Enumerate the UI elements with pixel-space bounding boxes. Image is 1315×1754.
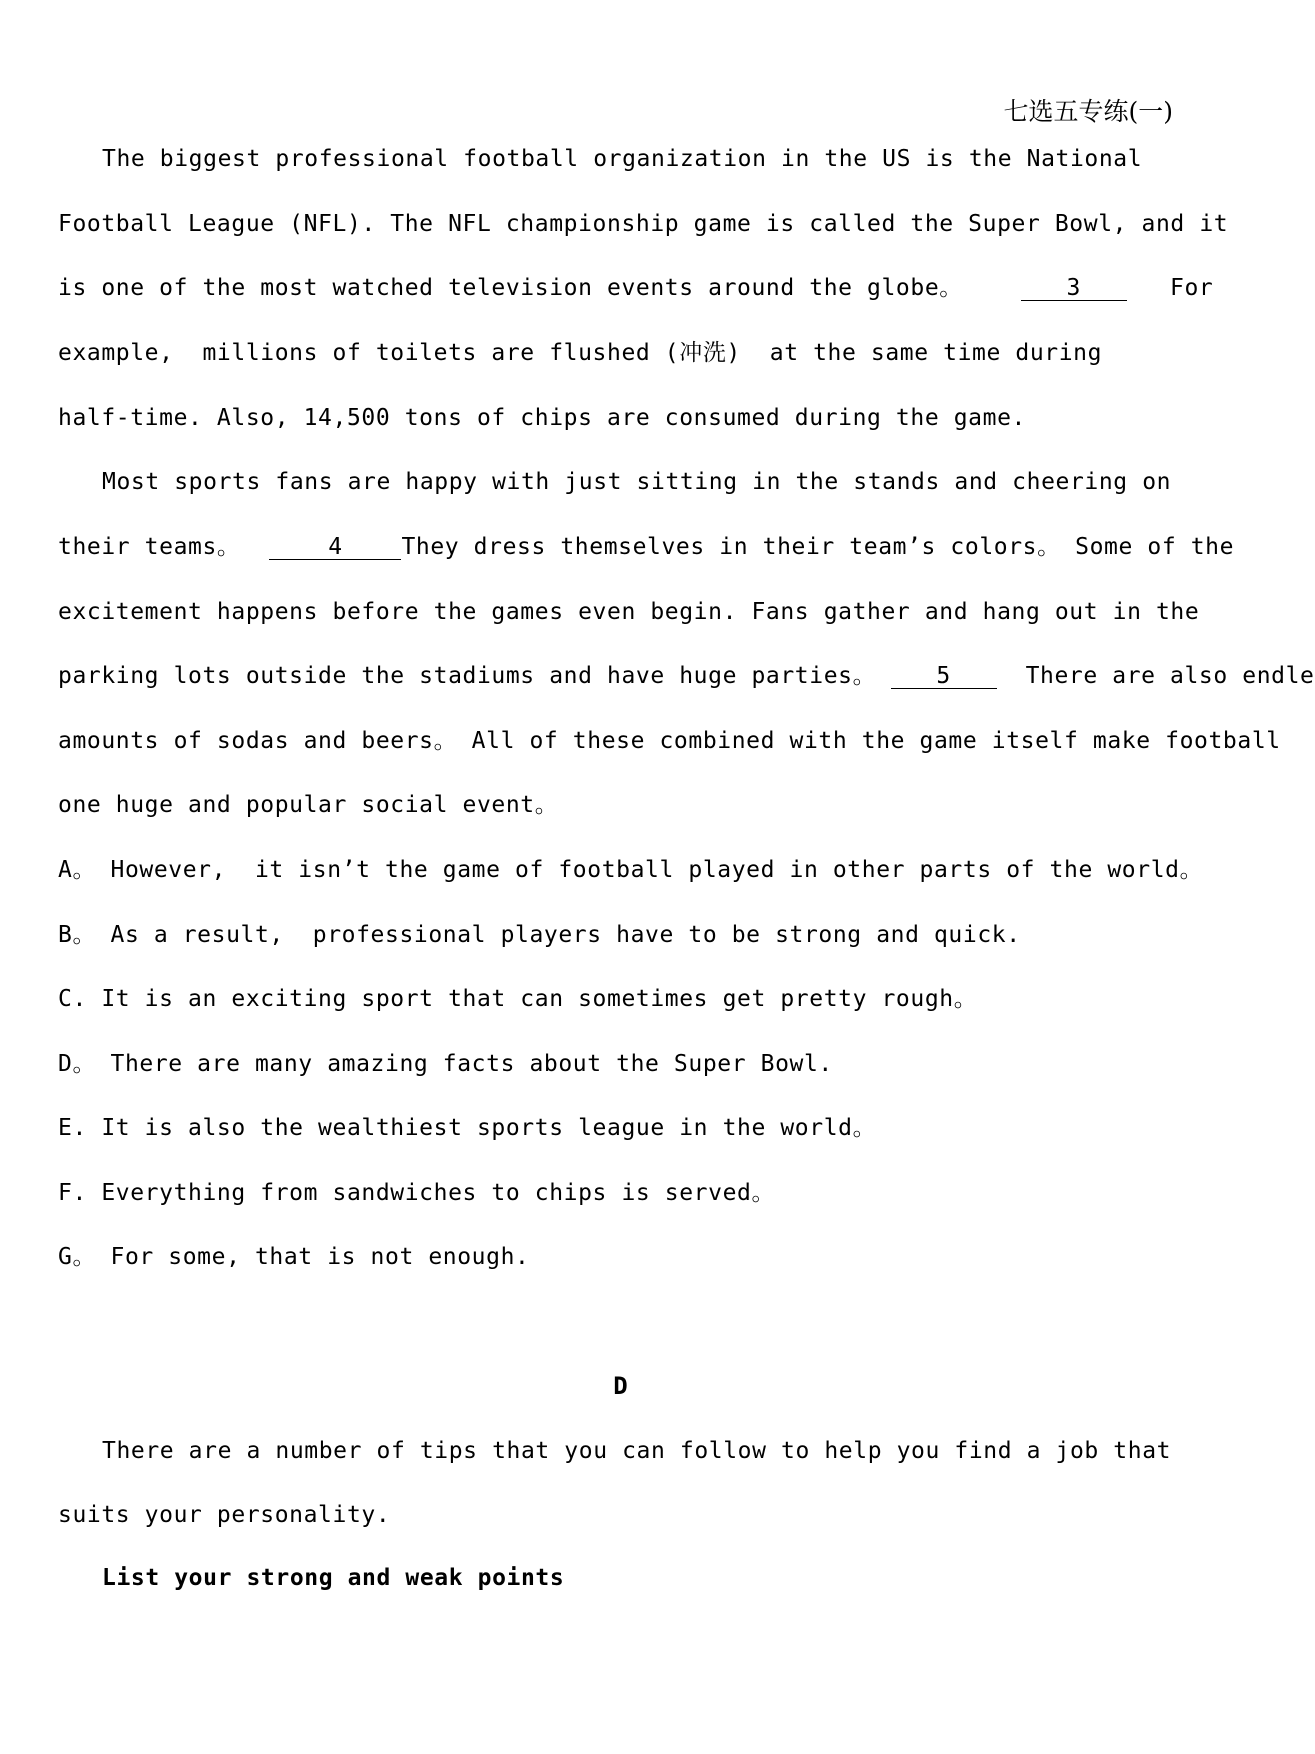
passage-text: For — [1170, 275, 1214, 301]
option-d: D。 There are many amazing facts about the Super Bowl. — [58, 1051, 833, 1077]
passage-line: example, millions of toilets are flushed (冲洗) at the same time during — [58, 340, 1103, 366]
option-g: G。 For some, that is not enough. — [58, 1244, 530, 1270]
section-subheading: List your strong and weak points — [102, 1565, 565, 1591]
passage-text: is one of the most watched television events around the globe。 — [58, 275, 963, 301]
answer-blank-5[interactable]: 5 — [891, 664, 997, 689]
option-b: B。 As a result, professional players have to be strong and quick. — [58, 922, 1021, 948]
page-header-title: 七选五专练(一) — [1003, 97, 1173, 126]
section-intro-line: suits your personality. — [58, 1502, 391, 1528]
passage-line: one huge and popular social event。 — [58, 792, 559, 818]
passage-line — [58, 661, 1315, 691]
passage-text: their teams。 — [58, 534, 241, 560]
passage-line: excitement happens before the games even begin. Fans gather and hang out in the — [58, 599, 1200, 625]
passage-line: amounts of sodas and beers。 All of these combined with the game itself make football — [58, 728, 1281, 754]
section-intro-line: There are a number of tips that you can follow to help you find a job that — [102, 1438, 1172, 1464]
option-a: A。 However, it isn’t the game of football played in other parts of the world。 — [58, 857, 1204, 883]
passage-text: They dress themselves in their team’s colors。 Some of the — [401, 534, 1235, 560]
passage-line: half-time. Also, 14,500 tons of chips are consumed during the game. — [58, 405, 1026, 431]
passage-text: There are also endle — [1025, 663, 1315, 689]
passage-text: parking lots outside the stadiums and have huge parties。 — [58, 663, 877, 689]
answer-blank-3[interactable]: 3 — [1021, 276, 1127, 301]
section-letter: D — [613, 1372, 628, 1400]
passage-line: Most sports fans are happy with just sitting in the stands and cheering on — [102, 469, 1172, 495]
answer-blank-4[interactable]: 4 — [269, 535, 401, 560]
option-c: C. It is an exciting sport that can sometimes get pretty rough。 — [58, 986, 978, 1012]
passage-line: Football League (NFL). The NFL championship game is called the Super Bowl, and it — [58, 211, 1229, 237]
passage-line — [58, 273, 1213, 303]
passage-line: The biggest professional football organization in the US is the National — [102, 146, 1143, 172]
passage-line — [58, 532, 1234, 562]
option-f: F. Everything from sandwiches to chips is served。 — [58, 1180, 776, 1206]
option-e: E. It is also the wealthiest sports league in the world。 — [58, 1115, 877, 1141]
